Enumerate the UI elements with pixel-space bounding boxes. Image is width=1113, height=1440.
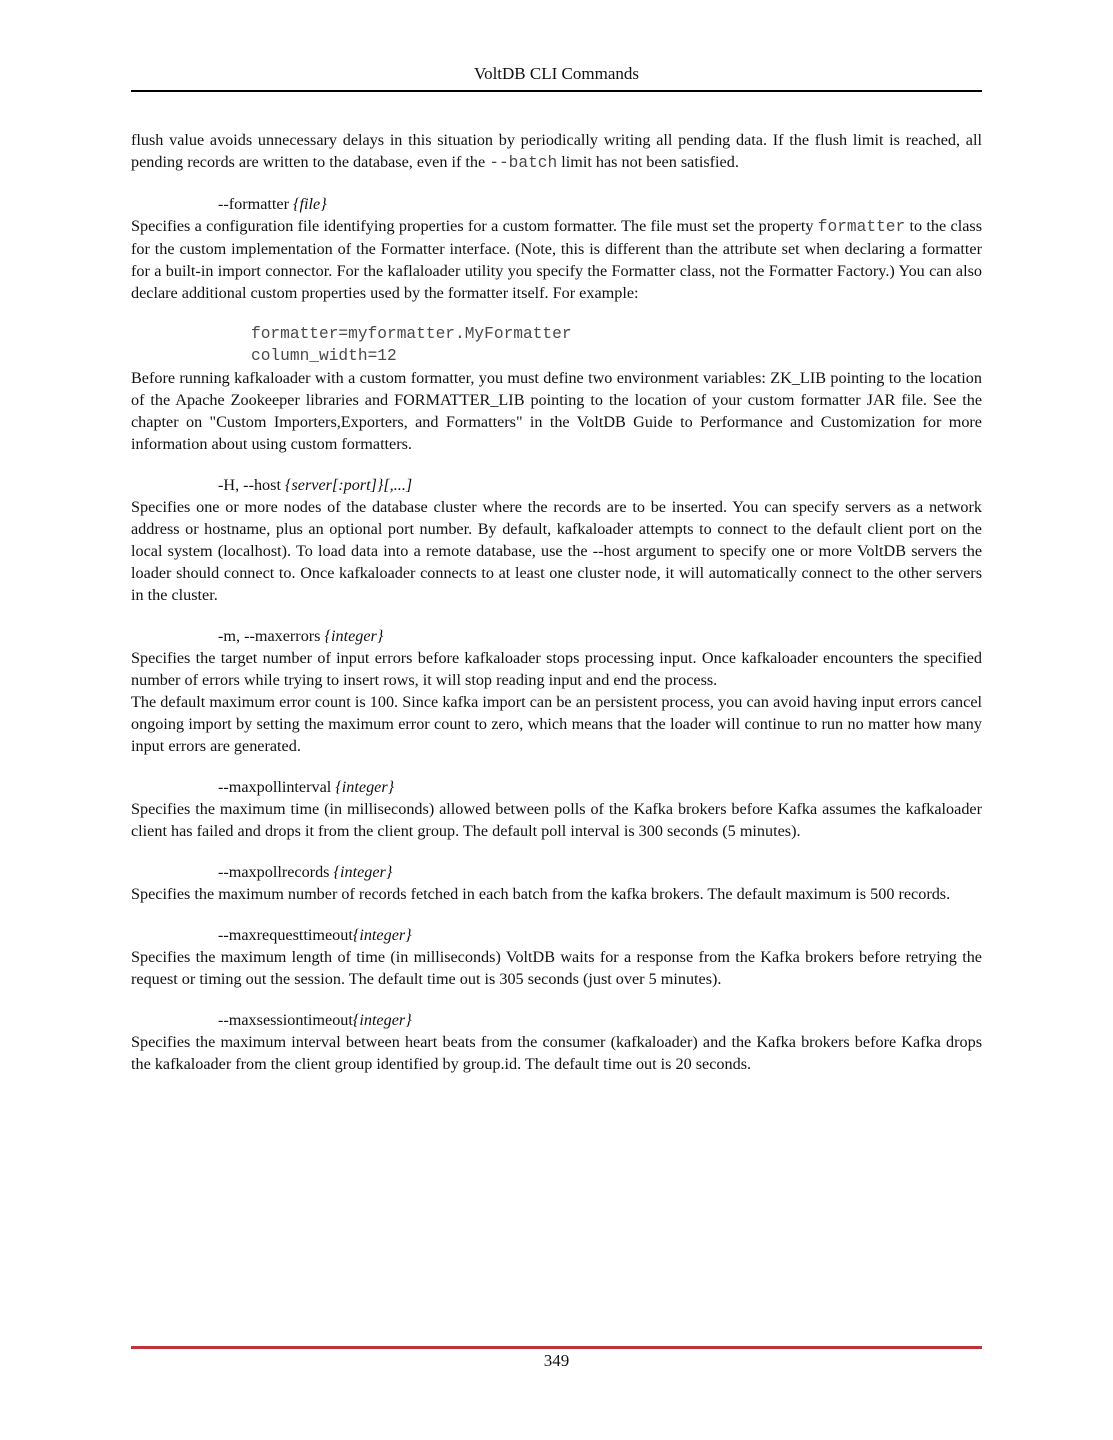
header-rule	[131, 90, 982, 92]
option-name: --maxrequesttimeout	[218, 926, 353, 944]
option-term-maxrequesttimeout	[218, 924, 982, 946]
option-term-formatter	[218, 193, 982, 215]
intro-code-batch: --batch	[489, 154, 558, 172]
formatter-desc-2: to the class for the custom implementation of the Formatter interface. (Note, this is different than the attribute set when declaring a formatter for a built-in import connector. For the kaflaloader utility you specify the Formatter class, not the Formatter Factory.) You can also declare additional custom properties used by the formatter itself. For example:	[131, 217, 982, 302]
option-name: --maxpollrecords	[218, 863, 334, 881]
formatter-code-example	[251, 323, 982, 367]
formatter-desc-1: Specifies a configuration file identifying properties for a custom formatter. The file must set the property	[131, 217, 818, 235]
option-term-maxsessiontimeout	[218, 1009, 982, 1031]
option-name: --maxpollinterval	[218, 778, 336, 796]
option-arg: {integer}	[333, 863, 393, 881]
option-desc-maxsessiontimeout: Specifies the maximum interval between heart beats from the consumer (kafkaloader) and the Kafka brokers before Kafka drops the kafkaloader from the client group identified by group.id. The default time out is 20 seconds.	[131, 1033, 982, 1073]
code-line: formatter=myformatter.MyFormatter	[251, 325, 572, 343]
option-name: -m, --maxerrors	[218, 627, 325, 645]
option-arg: {integer}	[324, 627, 384, 645]
intro-text-2: limit has not been satisfied.	[557, 153, 739, 171]
document-body	[131, 129, 982, 1075]
option-term-host	[218, 474, 982, 496]
option-arg: {file}	[293, 195, 327, 213]
option-term-maxpollrecords	[218, 861, 982, 883]
footer-rule	[131, 1346, 982, 1349]
option-arg: {integer}	[352, 1011, 412, 1029]
page-number: 349	[543, 1351, 570, 1370]
option-desc-host: Specifies one or more nodes of the database cluster where the records are to be inserted. You can specify servers as a network address or hostname, plus an optional port number. By default, kafkaloader attempts to connect to the default client port on the local system (localhost). To load data into a remote database, use the --host argument to specify one or more VoltDB servers the loader should connect to. Once kafkaloader connects to at least one cluster node, it will automatically connect to the other servers in the cluster.	[131, 498, 982, 604]
option-name: --formatter	[218, 195, 294, 213]
option-term-maxerrors	[218, 625, 982, 647]
option-arg: {server[:port]}[,...]	[285, 476, 413, 494]
option-desc-maxerrors-2: The default maximum error count is 100. Since kafka import can be an persistent process, you can avoid having input errors cancel ongoing import by setting the maximum error count to zero, which means that the loader will continue to run no matter how many input errors are generated.	[131, 693, 982, 755]
option-arg: {integer}	[335, 778, 395, 796]
intro-paragraph	[131, 129, 982, 174]
option-desc-maxrequesttimeout: Specifies the maximum length of time (in milliseconds) VoltDB waits for a response from the Kafka brokers before retrying the request or timing out the session. The default time out is 305 seconds (just over 5 minutes).	[131, 948, 982, 988]
option-desc-maxpollrecords: Specifies the maximum number of records fetched in each batch from the kafka brokers. The default maximum is 500 records.	[131, 885, 951, 903]
formatter-desc-code: formatter	[817, 218, 906, 236]
option-desc-formatter	[131, 215, 982, 304]
option-desc-maxerrors-1: Specifies the target number of input errors before kafkaloader stops processing input. Once kafkaloader encounters the specified number of errors while trying to insert rows, it will stop reading input and end the process.	[131, 649, 982, 689]
formatter-desc-3: Before running kafkaloader with a custom formatter, you must define two environment variables: ZK_LIB pointing to the location of the Apache Zookeeper libraries and FORMATTER_LIB pointing to the location of your custom formatter JAR file. See the chapter on "Custom Importers,Exporters, and Formatters" in the VoltDB Guide to Performance and Customization for more information about using custom formatters.	[131, 369, 982, 453]
option-desc-maxpollinterval: Specifies the maximum time (in milliseconds) allowed between polls of the Kafka brokers before Kafka assumes the kafkaloader client has failed and drops it from the client group. The default poll interval is 300 seconds (5 minutes).	[131, 800, 982, 840]
option-term-maxpollinterval	[218, 776, 982, 798]
option-name: --maxsessiontimeout	[218, 1011, 353, 1029]
code-line: column_width=12	[251, 347, 397, 365]
intro-text-1: flush value avoids unnecessary delays in this situation by periodically writing all pending data. If the flush limit is reached, all pending records are written to the database, even if the	[131, 131, 982, 171]
page-header-title: VoltDB CLI Commands	[474, 64, 639, 83]
option-arg: {integer}	[352, 926, 412, 944]
option-name: -H, --host	[218, 476, 285, 494]
